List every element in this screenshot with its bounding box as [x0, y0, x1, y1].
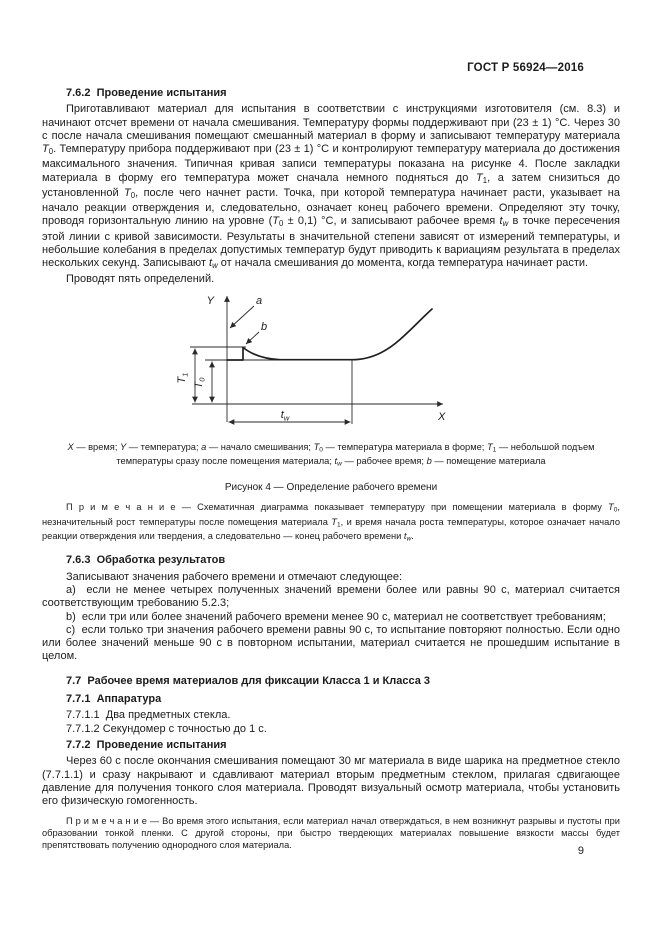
label-a: a: [256, 294, 263, 307]
figure-legend: X — время; Y — температура; a — начало смешивания; T0 — температура материала в форме; T1 — небольшой подъем температуры сразу после помещения материала; tw — рабочее время; b — помещение материала: [67, 441, 595, 468]
leader-b: [246, 332, 259, 344]
label-t0: $T_0$: [193, 377, 207, 389]
note-2: П р и м е ч а н и е — Во время этого испытания, если материал начал отверждаться, в нем возникнут разрывы и пустоты при образовании тонкой пленки. С другой стороны, при быстро твердеющих материалах повышение вязкости массы будет препятствовать получению однородного слоя материала.: [42, 816, 620, 850]
note-1: П р и м е ч а н и е — Схематичная диаграмма показывает температуру при помещении материала в форму T0, незначительный рост температуры после помещения материала T1, и время начала роста температуры, которое означает начало реакции отверждения или твердения, а следовательно — конец рабочего времени tw.: [42, 502, 620, 543]
heading-7-7: 7.7 Рабочее время материалов для фиксации Класса 1 и Класса 3: [66, 674, 431, 687]
temperature-curve: [227, 309, 432, 360]
list-item-c: c) если только три значения рабочего времени равны 90 с, то испытание повторяют полностью. Если одно или более значений меньше 90 с в повторном испытании, материал считается не прошедшим испытание в целом.: [42, 623, 620, 663]
running-header: [0, 0, 584, 74]
para-7-7-1-1: 7.7.1.1 Два предметных стекла.: [66, 709, 231, 722]
figure-4: [42, 291, 620, 493]
para-7-7-2: Через 60 с после окончания смешивания помещают 30 мг материала в виде шарика на предметное стекло (7.7.1.1) и сразу накрывают и сдавливают материал вторым предметным стеклом, прилагая сдвигающее давление для получения тонкого слоя материала. Проводят визуальный осмотр материала, чтобы установить его физическую гомогенность.: [42, 755, 620, 808]
list-item-b: b) если три или более значений рабочего времени менее 90 с, материал не соответствует требованиям;: [66, 610, 606, 623]
para-five-determinations: Проводят пять определений.: [66, 272, 215, 285]
figure-caption: Рисунок 4 — Определение рабочего времени: [224, 482, 438, 494]
figure-legend-caption: [42, 442, 620, 493]
para-test-procedure: Приготавливают материал для испытания в соответствии с инструкциями изготовителя (см. 8.3) и начинают отсчет времени от начала смешивания. Температуру формы поддерживают при (23 ± 1) °С. Через 30 с после начала смешивания помещают смешанный материал в форму и записывают температуру материала T0. Температуру прибора поддерживают при (23 ± 1) °С и контролируют температуру материала до достижения максимального значения. Типичная кривая записи температуры показана на рисунке 4. После закладки материала в форму его температура может сначала немного подняться до T1, а затем снизиться до установленной T0, после чего начнет расти. Точка, при которой температура начинает расти, указывает на начало реакции отверждения и, следовательно, означает конец рабочего времени. Определяют эту точку, проводя горизонтальную линию на уровне (T0 ± 0,1) °С, и записывают рабочее время tw в точке пересечения этой линии с кривой зависимости. Результаты в значительной степени зависят от измерений температуры, и небольшие колебания в пределах допустимых температур будут приводить к вариациям результата в пределах нескольких секунд. Записывают tw от начала смешивания до момента, когда температура начинает расти.: [42, 103, 621, 271]
leader-a: [230, 306, 254, 328]
heading-7-7-2: 7.7.2 Проведение испытания: [66, 738, 227, 751]
x-axis-label: X: [438, 410, 446, 423]
page-number: 9: [577, 845, 584, 857]
heading-7-6-3: 7.6.3 Обработка результатов: [66, 554, 226, 567]
working-time-diagram: [150, 291, 510, 441]
doc-code: ГОСТ Р 56924—2016: [467, 62, 584, 74]
para-results-intro: Записывают значения рабочего времени и отмечают следующее:: [66, 570, 403, 583]
label-tw: $t_w$: [280, 408, 290, 423]
label-t1: $T_1$: [176, 372, 190, 384]
page-content: [42, 87, 620, 852]
figure-lines: [190, 296, 443, 424]
heading-7-6-2: 7.6.2 Проведение испытания: [66, 87, 227, 99]
list-item-a: a) если не менее четырех полученных значений времени более или равны 90 с, материал считается соответствующим требованию 5.2.3;: [42, 583, 620, 610]
y-axis-label: Y: [206, 294, 214, 307]
para-7-7-1-2: 7.7.1.2 Секундомер с точностью до 1 с.: [66, 722, 267, 735]
heading-7-7-1: 7.7.1 Аппаратура: [66, 693, 162, 706]
label-b: b: [261, 320, 268, 333]
